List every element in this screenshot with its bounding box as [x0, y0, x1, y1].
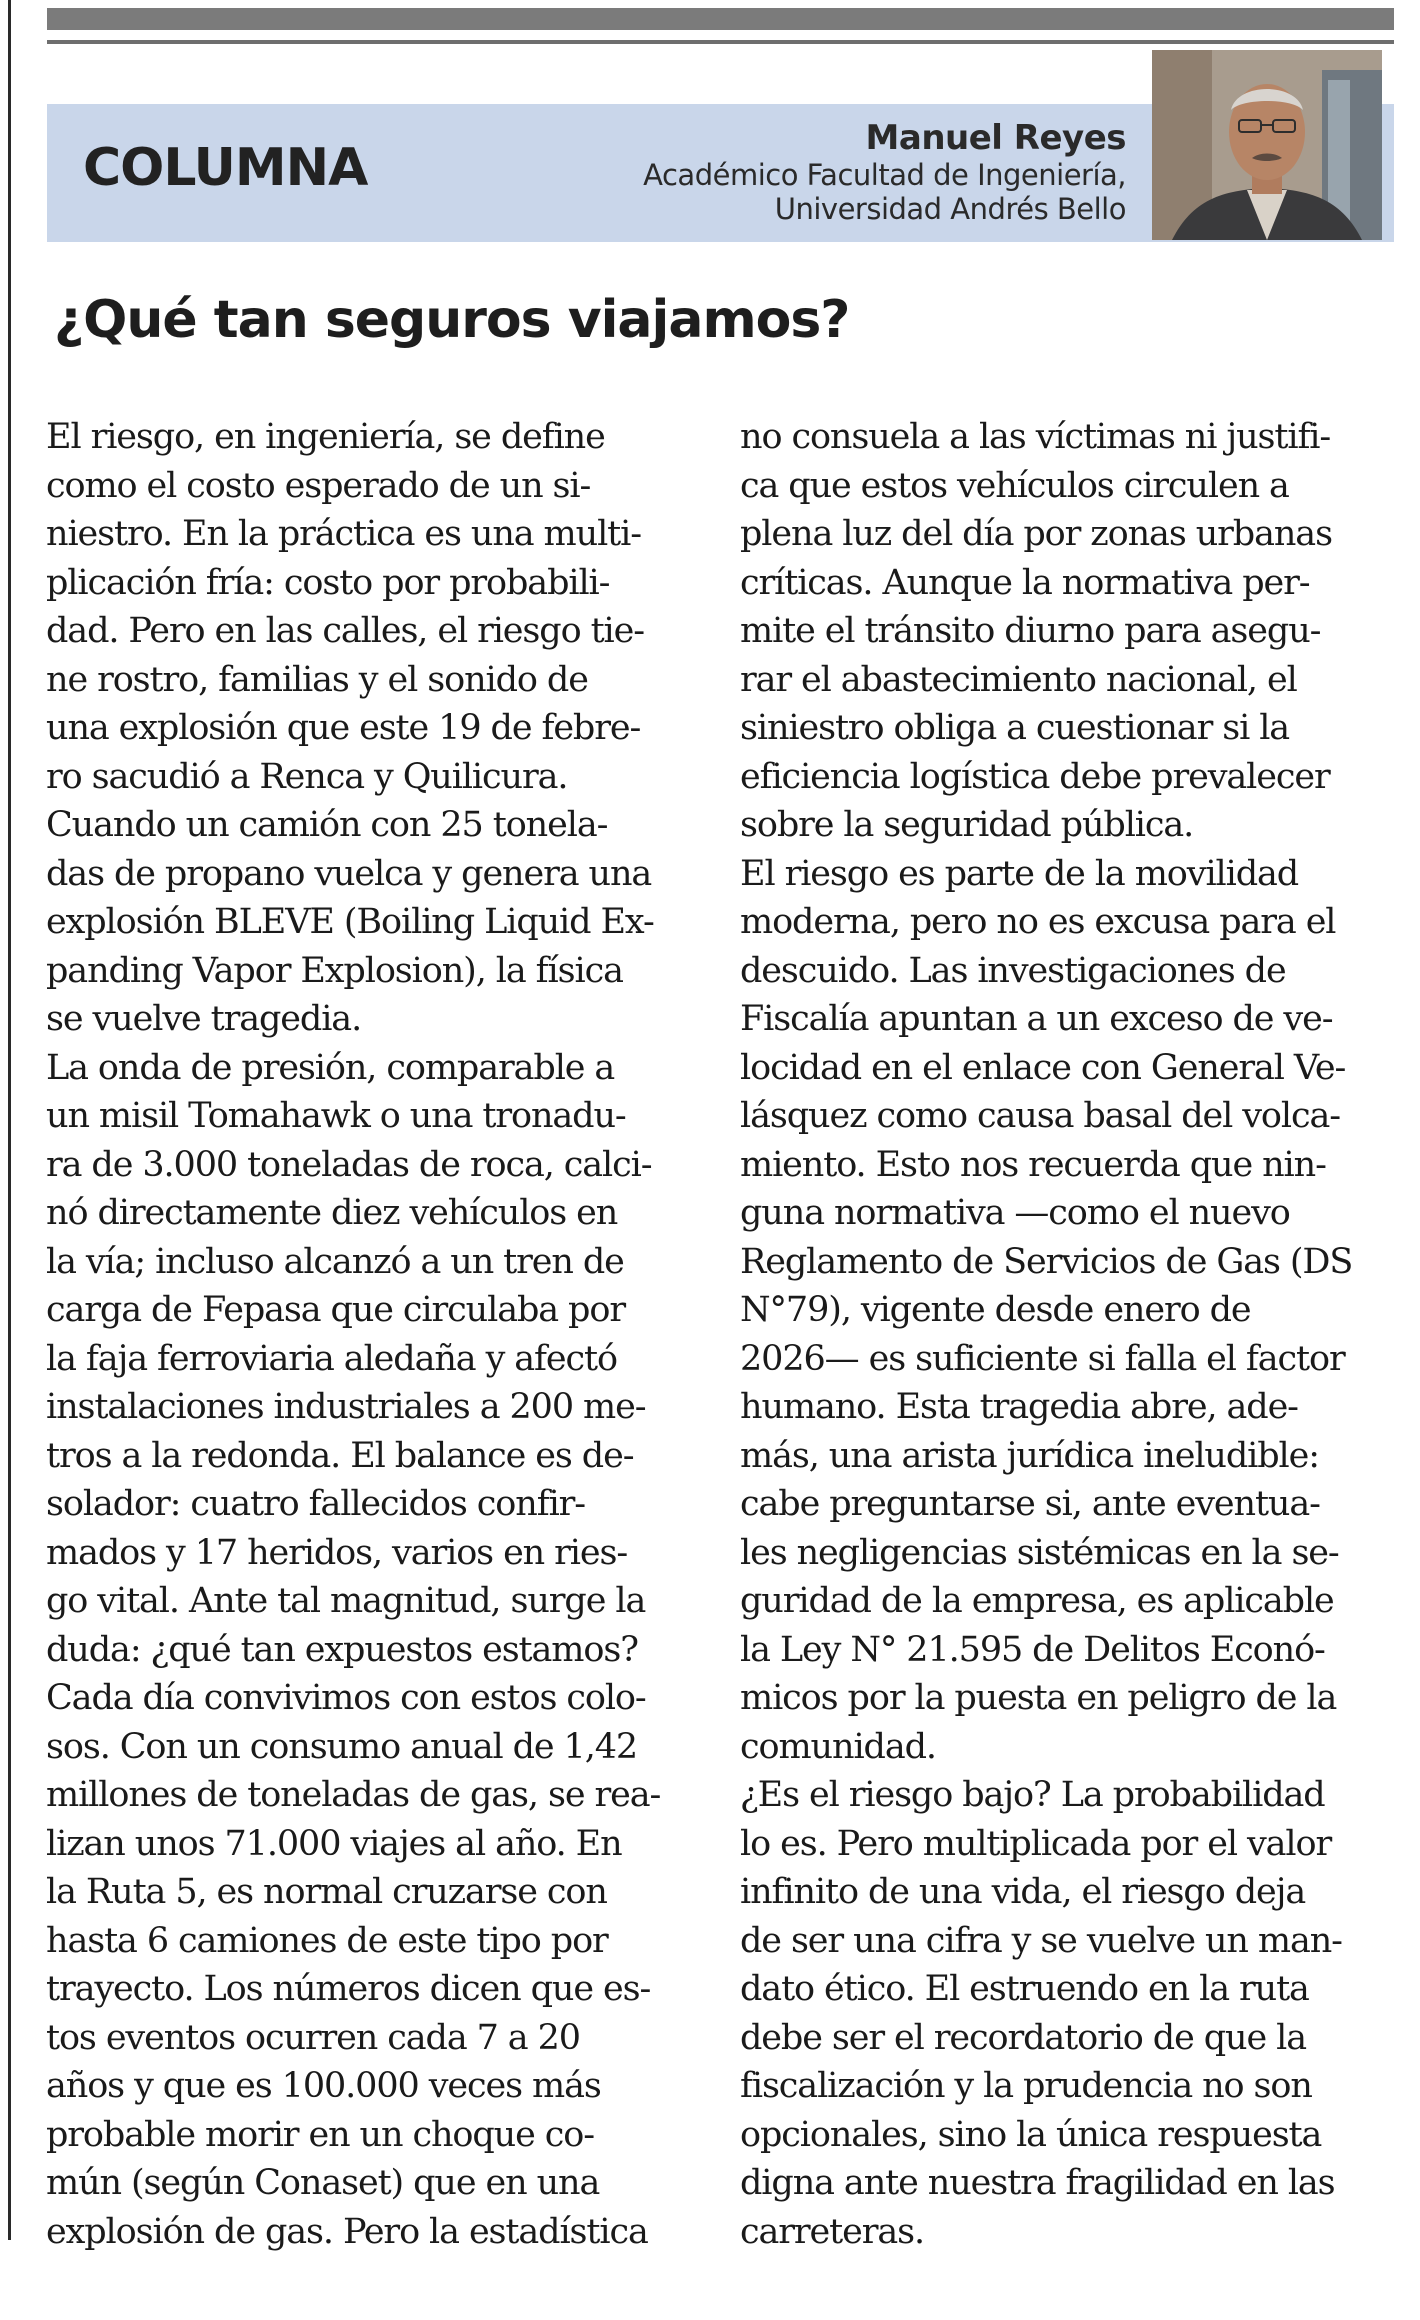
- paragraph: no consuela a las víctimas ni justifi- ca que estos vehículos circulen a plena luz del día por zonas urbanas críticas. Aunque la normativa per- mite el tránsito diurno para asegu- rar el abastecimiento nacional, el siniestro obliga a cuestionar si la eficiencia logística debe prevalecer sobre la seguridad pública.: [740, 417, 1332, 845]
- paragraph: Cuando un camión con 25 tonela- das de propano vuelca y genera una explosión BLEVE (Boiling Liquid Ex- panding Vapor Explosion), la física se vuelve tragedia.: [46, 805, 654, 1039]
- section-label: COLUMNA: [83, 138, 368, 198]
- paragraph: El riesgo es parte de la movilidad moderna, pero no es excusa para el descuido. Las investigaciones de Fiscalía apuntan a un exceso de ve- locidad en el enlace con General Ve- lásquez como causa basal del volca- miento. Esto nos recuerda que nin- guna normativa —como el nuevo Reglamento de Servicios de Gas (DS N°79), vigente desde enero de 2026— es suficiente si falla el factor humano. Esta tragedia abre, ade- más, una arista jurídica ineludible: cabe preguntarse si, ante eventua- les negligencias sistémicas en la se- guridad de la empresa, es aplicable la Ley N° 21.595 de Delitos Econó- micos por la puesta en peligro de la comunidad.: [740, 853, 1353, 1767]
- author-name: Manuel Reyes: [865, 118, 1126, 158]
- author-portrait-image: [1152, 50, 1382, 240]
- article-column-left: [46, 413, 706, 2256]
- paragraph: El riesgo, en ingeniería, se define como el costo esperado de un si- niestro. En la práctica es una multi- plicación fría: costo por probabili- dad. Pero en las calles, el riesgo tie- ne rostro, familias y el sonido de una explosión que este 19 de febre- ro sacudió a Renca y Quilicura.: [46, 417, 644, 797]
- author-role-line-1: Académico Facultad de Ingeniería,: [643, 158, 1126, 192]
- article-headline: ¿Qué tan seguros viajamos?: [54, 290, 850, 350]
- author-byline: [643, 118, 1126, 226]
- paragraph: La onda de presión, comparable a un misil Tomahawk o una tronadu- ra de 3.000 toneladas de roca, calci- nó directamente diez vehículos en la vía; incluso alcanzó a un tren de carga de Fepasa que circulaba por la faja ferroviaria aledaña y afectó instalaciones industriales a 200 me- tros a la redonda. El balance es de- solador: cuatro fallecidos confir- mados y 17 heridos, varios en ries- go vital. Ante tal magnitud, surge la duda: ¿qué tan expuestos estamos?: [46, 1047, 652, 1670]
- author-photo: [1152, 50, 1382, 240]
- column-header-band: [47, 104, 1394, 242]
- top-thin-rule: [47, 40, 1394, 44]
- paragraph: ¿Es el riesgo bajo? La probabilidad lo es. Pero multiplicada por el valor infinito de una vida, el riesgo deja de ser una cifra y se vuelve un man- dato ético. El estruendo en la ruta debe ser el recordatorio de que la fiscalización y la prudencia no son opcionales, sino la única respuesta digna ante nuestra fragilidad en las carreteras.: [740, 1775, 1342, 2252]
- author-role-line-2: Universidad Andrés Bello: [774, 192, 1126, 226]
- top-rule-bar: [47, 8, 1394, 30]
- article-column-right: [740, 413, 1400, 2256]
- paragraph: Cada día convivimos con estos colo- sos. Con un consumo anual de 1,42 millones de toneladas de gas, se rea- lizan unos 71.000 viajes al año. En la Ruta 5, es normal cruzarse con hasta 6 camiones de este tipo por trayecto. Los números dicen que es- tos eventos ocurren cada 7 a 20 años y que es 100.000 veces más probable morir en un choque co- mún (según Conaset) que en una explosión de gas. Pero la estadística: [46, 1678, 661, 2252]
- left-column-rule: [8, 0, 11, 2240]
